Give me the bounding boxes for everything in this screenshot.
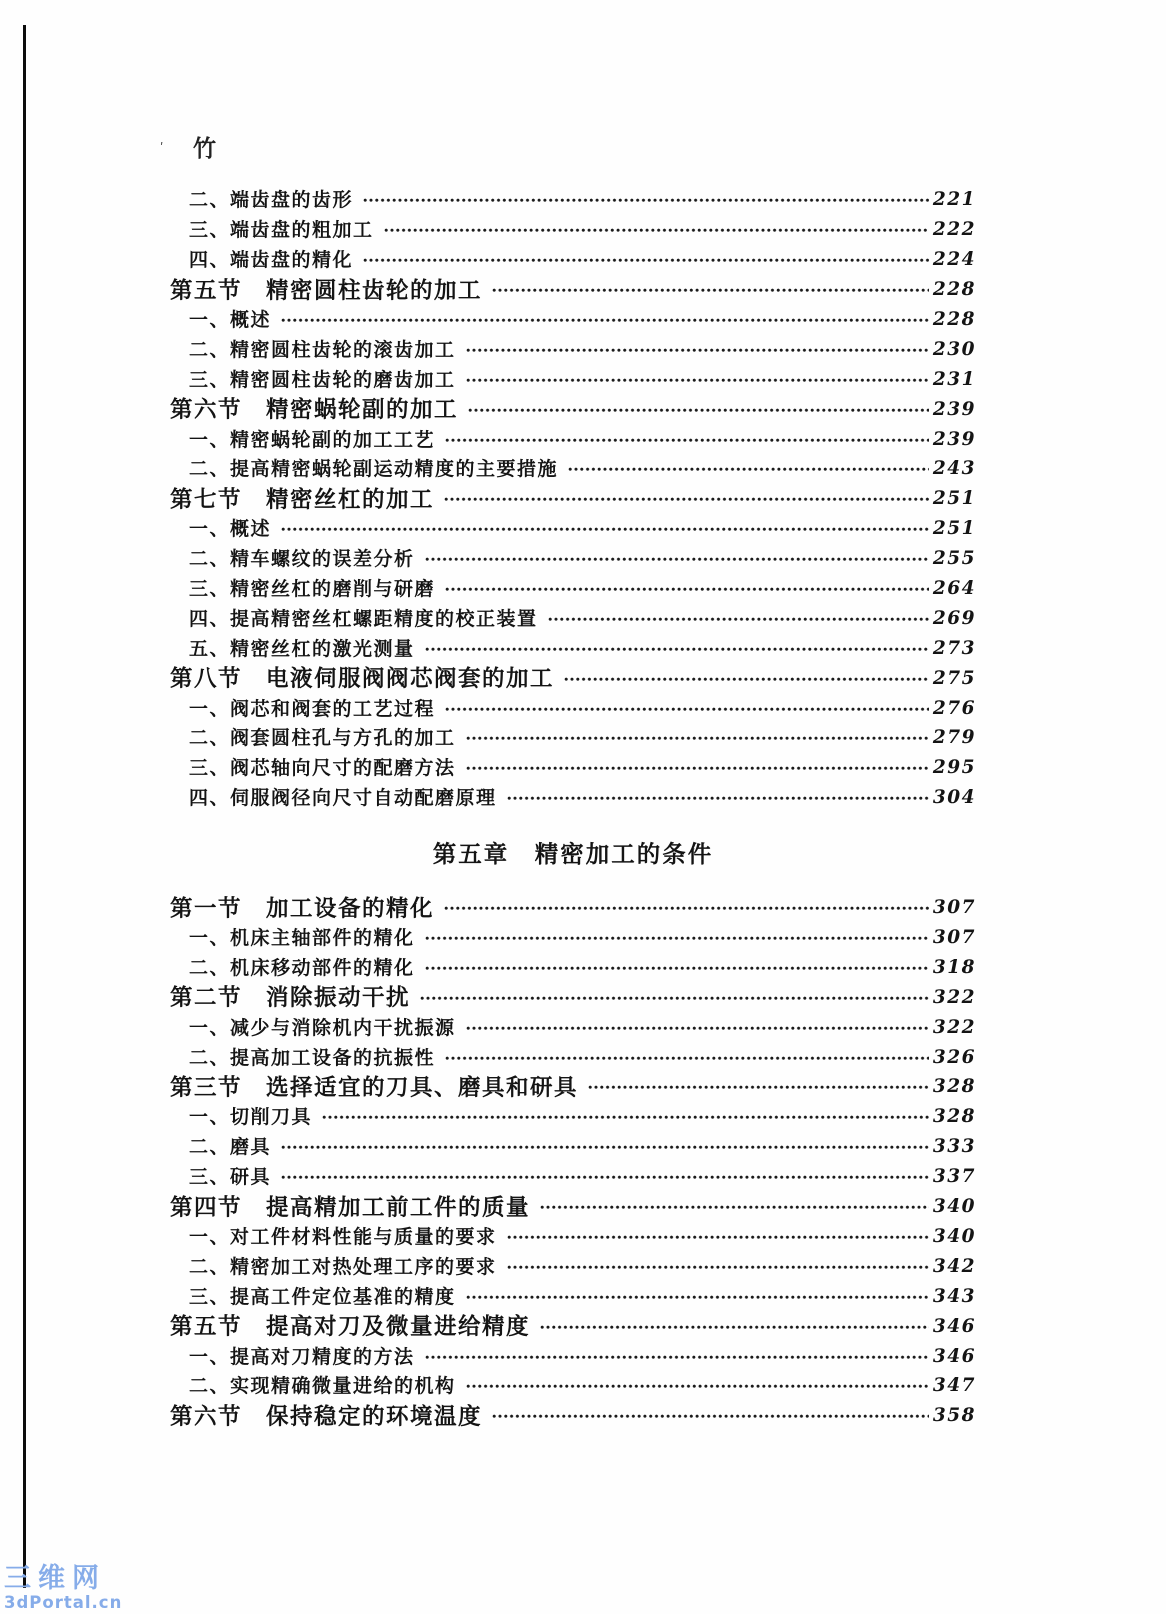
dotted-leader	[548, 616, 929, 623]
toc-entry-page-number: 346	[932, 1345, 976, 1367]
toc-entry-page-number: 264	[932, 578, 976, 600]
toc-entry	[170, 483, 976, 513]
toc-entry	[170, 632, 976, 662]
toc-entry-label: 第五节 提高对刀及微量进给精度	[170, 1314, 531, 1341]
toc-entry	[170, 782, 976, 812]
dotted-leader	[444, 905, 929, 912]
watermark-domain-text: 3dPortal.cn	[4, 1592, 123, 1612]
toc-entry-label: 二、阀套圆柱孔与方孔的加工	[189, 727, 456, 750]
dotted-leader	[322, 1114, 929, 1121]
toc-entry-label: 二、精密加工对热处理工序的要求	[189, 1255, 497, 1278]
toc-entry	[170, 274, 976, 304]
toc-entry-label: 一、机床主轴部件的精化	[189, 927, 415, 950]
toc-entry-page-number: 239	[932, 398, 976, 420]
dotted-leader	[588, 1084, 929, 1091]
toc-entry	[170, 1191, 976, 1221]
toc-entry-page-number: 255	[932, 548, 976, 570]
toc-entry-page-number: 328	[932, 1076, 976, 1098]
toc-entry	[170, 1340, 976, 1370]
dotted-leader	[445, 706, 929, 713]
toc-entry-label: 二、精密圆柱齿轮的滚齿加工	[189, 338, 456, 361]
toc-entry-label: 三、研具	[189, 1166, 272, 1189]
dotted-leader	[420, 995, 929, 1002]
toc-entry-page-number: 243	[932, 458, 976, 480]
toc-entry	[170, 363, 976, 393]
toc-entry-page-number: 222	[932, 219, 976, 241]
toc-entry-page-number: 295	[932, 757, 976, 779]
toc-entry-page-number: 275	[932, 667, 976, 689]
toc-entry	[170, 393, 976, 423]
dotted-leader	[492, 287, 929, 294]
dotted-leader	[568, 466, 929, 473]
toc-entry-label: 四、端齿盘的精化	[189, 249, 354, 272]
dotted-leader	[281, 1174, 929, 1181]
toc-entry	[170, 1041, 976, 1071]
toc-entry-label: 二、提高精密蜗轮副运动精度的主要措施	[189, 458, 559, 481]
toc-entry-page-number: 230	[932, 338, 976, 360]
toc-entry-label: 第七节 精密丝杠的加工	[170, 486, 435, 513]
toc-entry-page-number: 337	[932, 1166, 976, 1188]
toc-entry-label: 第六节 精密蜗轮副的加工	[170, 397, 459, 424]
dotted-leader	[540, 1204, 929, 1211]
toc-entry-label: 一、对工件材料性能与质量的要求	[189, 1225, 497, 1248]
toc-entry-label: 二、实现精确微量进给的机构	[189, 1375, 456, 1398]
toc-entry-page-number: 328	[932, 1106, 976, 1128]
toc-entry-label: 二、机床移动部件的精化	[189, 956, 415, 979]
toc-entry	[170, 752, 976, 782]
dotted-leader	[363, 257, 929, 264]
toc-entry	[170, 951, 976, 981]
toc-list	[170, 184, 976, 1430]
toc-entry	[170, 1221, 976, 1251]
toc-entry-label: 一、切削刀具	[189, 1106, 313, 1129]
toc-entry-page-number: 251	[932, 518, 976, 540]
toc-entry-label: 第六节 保持稳定的环境温度	[170, 1403, 483, 1430]
dotted-leader	[281, 526, 929, 533]
toc-entry-label: 第八节 电液伺服阀阀芯阀套的加工	[170, 666, 555, 693]
toc-entry-label: 二、端齿盘的齿形	[189, 189, 354, 212]
toc-entry-label: 二、精车螺纹的误差分析	[189, 548, 415, 571]
dotted-leader	[466, 735, 929, 742]
dotted-leader	[281, 1144, 929, 1151]
toc-entry	[170, 1101, 976, 1131]
toc-entry-label: 第四节 提高精加工前工件的质量	[170, 1194, 531, 1221]
toc-entry-page-number: 326	[932, 1046, 976, 1068]
toc-entry	[170, 304, 976, 334]
page-spine-line	[23, 25, 26, 1588]
toc-entry-page-number: 228	[932, 309, 976, 330]
dotted-leader	[281, 317, 929, 324]
toc-entry-page-number: 346	[932, 1315, 976, 1337]
toc-entry	[170, 1370, 976, 1400]
dotted-leader	[466, 377, 929, 384]
toc-entry	[170, 184, 976, 214]
toc-entry-label: 五、精密丝杠的激光测量	[189, 637, 415, 660]
toc-entry-page-number: 322	[932, 986, 976, 1008]
toc-entry	[170, 1250, 976, 1280]
toc-entry-page-number: 251	[932, 488, 976, 510]
toc-entry-page-number: 273	[932, 637, 976, 659]
toc-entry	[170, 981, 976, 1011]
toc-entry	[170, 423, 976, 453]
toc-entry-page-number: 307	[932, 927, 976, 949]
toc-entry-label: 二、提高加工设备的抗振性	[189, 1046, 436, 1069]
toc-entry-label: 四、提高精密丝杠螺距精度的校正装置	[189, 607, 538, 630]
toc-entry	[170, 722, 976, 752]
toc-entry-page-number: 269	[932, 607, 976, 629]
watermark	[4, 1562, 123, 1612]
toc-entry	[170, 214, 976, 244]
toc-entry	[170, 453, 976, 483]
toc-entry-label: 一、提高对刀精度的方法	[189, 1345, 415, 1368]
dotted-leader	[444, 496, 929, 503]
toc-entry	[170, 1400, 976, 1430]
dotted-leader	[425, 935, 929, 942]
dotted-leader	[425, 1354, 929, 1361]
dotted-leader	[363, 197, 929, 204]
dotted-leader	[466, 347, 929, 354]
toc-entry-page-number: 276	[932, 697, 976, 719]
toc-entry	[170, 244, 976, 274]
dotted-leader	[468, 407, 929, 414]
toc-entry-page-number: 231	[932, 368, 976, 390]
dotted-leader	[445, 437, 929, 444]
toc-entry	[170, 662, 976, 692]
toc-entry	[170, 602, 976, 632]
toc-entry-page-number: 342	[932, 1255, 976, 1277]
toc-entry-page-number: 228	[932, 279, 976, 301]
dotted-leader	[445, 1055, 929, 1062]
toc-entry-label: 第三节 选择适宜的刀具、磨具和研具	[170, 1075, 579, 1101]
toc-entry-page-number: 358	[932, 1405, 976, 1427]
toc-entry-page-number: 239	[932, 428, 976, 450]
toc-entry	[170, 1071, 976, 1101]
toc-entry-label: 第二节 消除振动干扰	[170, 985, 411, 1012]
toc-entry-page-number: 333	[932, 1136, 976, 1158]
toc-entry-label: 三、提高工件定位基准的精度	[189, 1285, 456, 1308]
toc-entry-label: 一、减少与消除机内干扰振源	[189, 1016, 456, 1039]
toc-entry-label: 一、精密蜗轮副的加工工艺	[189, 428, 436, 451]
toc-entry-page-number: 340	[932, 1196, 976, 1218]
watermark-logo-text: 三维网	[4, 1562, 106, 1594]
toc-entry-label: 第一节 加工设备的精化	[170, 895, 435, 922]
toc-entry	[170, 1131, 976, 1161]
toc-entry-label: 一、概述	[189, 309, 272, 331]
toc-entry-page-number: 343	[932, 1285, 976, 1307]
toc-entry-label: 二、磨具	[189, 1136, 272, 1159]
dotted-leader	[466, 1025, 929, 1032]
toc-entry-label: 四、伺服阀径向尺寸自动配磨原理	[189, 787, 497, 810]
dotted-leader	[564, 676, 929, 683]
toc-entry-page-number: 340	[932, 1225, 976, 1247]
dotted-leader	[507, 1264, 929, 1271]
dotted-leader	[384, 227, 929, 234]
toc-entry-page-number: 318	[932, 956, 976, 978]
toc-entry	[170, 573, 976, 603]
dotted-leader	[492, 1413, 929, 1420]
dotted-leader	[507, 795, 929, 802]
toc-entry-label: 第五节 精密圆柱齿轮的加工	[170, 277, 483, 304]
scan-artifact-tick: ʹ	[160, 141, 164, 155]
toc-entry-label: 三、阀芯轴向尺寸的配磨方法	[189, 757, 456, 780]
toc-entry	[170, 543, 976, 573]
toc-entry	[170, 922, 976, 952]
toc-entry	[170, 1310, 976, 1340]
toc-entry-label: 一、概述	[189, 518, 272, 541]
toc-entry-page-number: 224	[932, 249, 976, 271]
toc-entry-label: 一、阀芯和阀套的工艺过程	[189, 697, 436, 720]
toc-entry-page-number: 347	[932, 1375, 976, 1397]
scan-artifact-mark: 竹	[193, 136, 216, 162]
toc-entry	[170, 1011, 976, 1041]
toc-entry-page-number: 221	[932, 189, 976, 211]
dotted-leader	[425, 646, 929, 653]
toc-entry	[170, 692, 976, 722]
dotted-leader	[540, 1324, 929, 1331]
toc-entry	[170, 1161, 976, 1191]
dotted-leader	[466, 1383, 929, 1390]
toc-entry-page-number: 322	[932, 1016, 976, 1038]
chapter-heading: 第五章 精密加工的条件	[432, 839, 714, 868]
toc-entry-page-number: 304	[932, 787, 976, 809]
dotted-leader	[507, 1234, 929, 1241]
toc-entry-label: 三、精密圆柱齿轮的磨齿加工	[189, 368, 456, 391]
toc-entry	[170, 333, 976, 363]
toc-entry	[170, 1280, 976, 1310]
toc-entry-label: 三、精密丝杠的磨削与研磨	[189, 578, 436, 601]
dotted-leader	[425, 556, 929, 563]
toc-entry-page-number: 307	[932, 897, 976, 919]
toc-entry-page-number: 279	[932, 727, 976, 749]
toc-entry-label: 三、端齿盘的粗加工	[189, 219, 374, 242]
toc-entry	[170, 513, 976, 543]
dotted-leader	[466, 1294, 929, 1301]
dotted-leader	[425, 965, 929, 972]
dotted-leader	[466, 765, 929, 772]
toc-entry	[170, 892, 976, 922]
dotted-leader	[445, 586, 929, 593]
